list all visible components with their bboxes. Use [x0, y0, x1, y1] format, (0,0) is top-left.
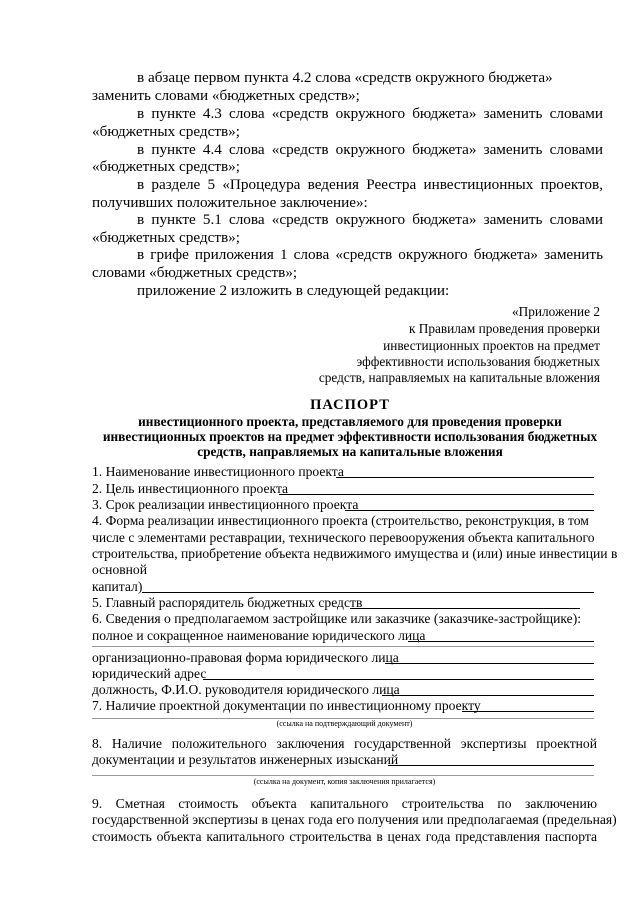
fill-line [408, 641, 594, 642]
fill-line [350, 608, 580, 609]
field-label: полное и сокращенное наименование юридического лица [92, 628, 426, 643]
intro-line: в абзаце первом пункта 4.2 слова «средств окружного бюджета» [137, 69, 553, 86]
appendix-line: инвестиционных проектов на предмет [383, 338, 600, 353]
field-label: организационно-правовая форма юридического лица [92, 650, 399, 665]
field-label: 2. Цель инвестиционного проекта [92, 481, 289, 496]
field-label: строительства, приобретение объекта недвижимого имущества и (или) иные инвестиции в [92, 546, 618, 561]
passport-subtitle: средств, направляемых на капитальные вложения [197, 444, 503, 459]
appendix-line: к Правилам проведения проверки [408, 321, 600, 336]
field-label: 7. Наличие проектной документации по инвестиционному проекту [92, 698, 481, 713]
intro-line: «бюджетных средств»; [92, 229, 240, 246]
fill-line [203, 679, 594, 680]
fill-line [92, 646, 594, 647]
intro-line: «бюджетных средств»; [92, 158, 240, 175]
field-caption: (ссылка на подтверждающий документ) [276, 719, 413, 728]
field-label: государственной экспертизы в ценах года его получения или предполагаемая (предельная) [92, 812, 617, 827]
fill-line [345, 510, 594, 511]
field-label: 6. Сведения о предполагаемом застройщике или заказчике (заказчике-застройщике): [92, 611, 582, 626]
field-label: 3. Срок реализации инвестиционного проекта [92, 497, 359, 512]
field-label: 9. Сметная стоимость объекта капитального строительства по заключению [92, 796, 597, 811]
fill-line [385, 663, 594, 664]
intro-line: получивших положительное заключение»: [92, 194, 368, 211]
passport-subtitle: инвестиционного проекта, представляемого для проведения проверки [138, 414, 562, 429]
fill-line [142, 592, 594, 593]
fill-line [279, 494, 594, 495]
field-label: стоимость объекта капитального строительства в ценах года представления паспорта [92, 829, 597, 844]
field-label: капитал) [92, 579, 143, 594]
intro-line: заменить словами «бюджетных средств»; [92, 87, 360, 104]
fill-line [92, 775, 594, 776]
fill-line [462, 711, 594, 712]
intro-line: «бюджетных средств»; [92, 123, 240, 140]
field-label: 5. Главный распорядитель бюджетных средств [92, 595, 363, 610]
fill-line [336, 477, 594, 478]
appendix-line: «Приложение 2 [512, 304, 600, 319]
intro-line: в разделе 5 «Процедура ведения Реестра инвестиционных проектов, [137, 176, 603, 193]
fill-line [388, 765, 594, 766]
intro-line: приложение 2 изложить в следующей редакции: [137, 282, 450, 299]
passport-title: ПАСПОРТ [310, 397, 390, 413]
passport-subtitle: инвестиционных проектов на предмет эффективности использования бюджетных [102, 429, 598, 444]
field-label: основной [92, 562, 148, 577]
field-label: числе с элементами реставрации, технического перевооружения объекта капитального [92, 530, 595, 545]
field-label: 8. Наличие положительного заключения государственной экспертизы проектной [92, 736, 597, 751]
field-label: юридический адрес [92, 666, 207, 681]
intro-line: в пункте 4.4 слова «средств окружного бюджета» заменить словами [137, 141, 603, 158]
intro-line: в пункте 5.1 слова «средств окружного бюджета» заменить словами [137, 211, 603, 228]
field-label: 4. Форма реализации инвестиционного проекта (строительство, реконструкция, в том [92, 513, 589, 528]
field-label: должность, Ф.И.О. руководителя юридического лица [92, 682, 400, 697]
fill-line [382, 695, 594, 696]
appendix-line: средств, направляемых на капитальные вложения [318, 370, 600, 385]
field-label: документации и результатов инженерных изысканий [92, 752, 399, 767]
intro-line: в грифе приложения 1 слова «средств окружного бюджета» заменить [137, 246, 603, 263]
intro-line: словами «бюджетных средств»; [92, 264, 298, 281]
field-label: 1. Наименование инвестиционного проекта [92, 464, 344, 479]
appendix-line: эффективности использования бюджетных [356, 354, 600, 369]
field-caption: (ссылка на документ, копия заключения прилагается) [253, 777, 436, 786]
intro-line: в пункте 4.3 слова «средств окружного бюджета» заменить словами [137, 105, 603, 122]
